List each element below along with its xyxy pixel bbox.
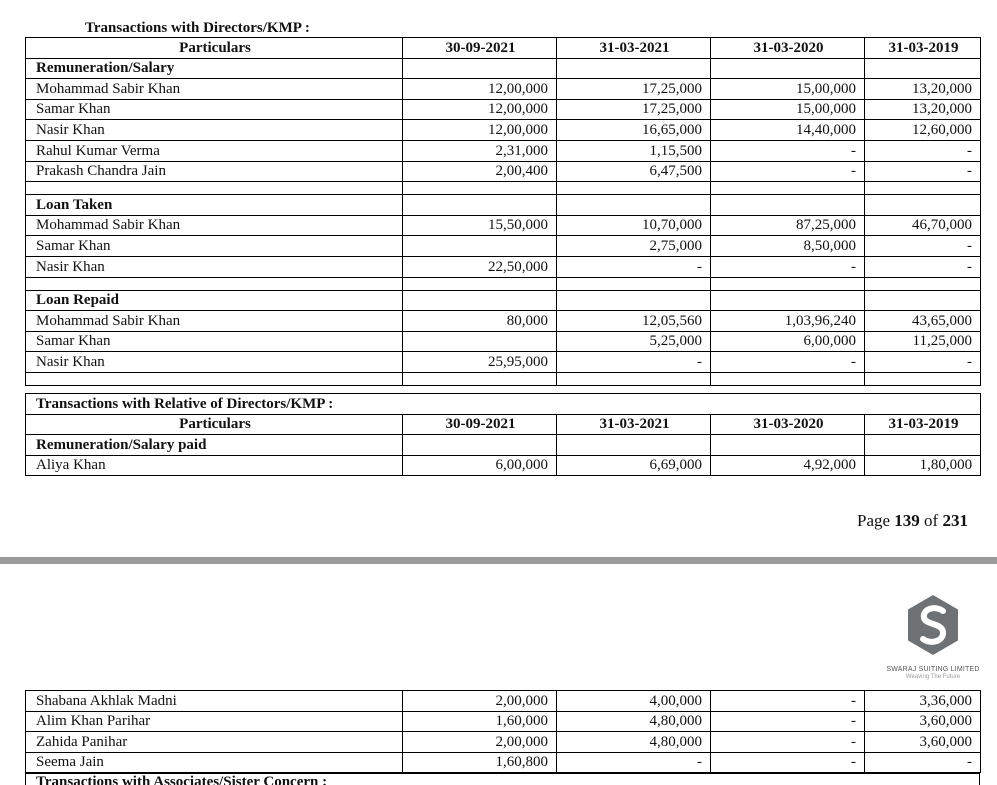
amount-cell: 11,25,000 (865, 331, 981, 352)
amount-cell: 2,75,000 (557, 236, 711, 257)
empty-cell (557, 58, 711, 79)
spacer-row (26, 277, 981, 290)
amount-cell: - (711, 140, 865, 161)
column-header-date: 30-09-2021 (403, 414, 557, 435)
empty-cell (865, 277, 981, 290)
amount-cell: 3,60,000 (865, 732, 981, 753)
table-row (26, 256, 981, 277)
empty-cell (557, 290, 711, 311)
empty-cell (403, 277, 557, 290)
amount-cell: 22,50,000 (403, 256, 557, 277)
amount-cell: 2,00,000 (403, 732, 557, 753)
amount-cell (403, 331, 557, 352)
group-heading: Loan Taken (26, 195, 403, 216)
amount-cell: 1,03,96,240 (711, 311, 865, 332)
amount-cell: - (865, 236, 981, 257)
amount-cell: - (711, 711, 865, 732)
column-header-particulars: Particulars (26, 38, 403, 59)
amount-cell: 43,65,000 (865, 311, 981, 332)
amount-cell: 12,60,000 (865, 120, 981, 141)
empty-cell (26, 372, 403, 385)
empty-cell (557, 372, 711, 385)
person-name: Nasir Khan (26, 120, 403, 141)
amount-cell: 10,70,000 (557, 215, 711, 236)
amount-cell: 17,25,000 (557, 79, 711, 100)
empty-cell (865, 372, 981, 385)
amount-cell: 1,60,800 (403, 752, 557, 773)
person-name: Alim Khan Parihar (26, 711, 403, 732)
table-row (26, 331, 981, 352)
amount-cell: 6,69,000 (557, 455, 711, 476)
column-header-date: 31-03-2021 (557, 38, 711, 59)
group-heading: Remuneration/Salary paid (26, 435, 403, 456)
amount-cell: 13,20,000 (865, 99, 981, 120)
table-row (26, 120, 981, 141)
amount-cell: 2,00,400 (403, 161, 557, 182)
amount-cell: 13,20,000 (865, 79, 981, 100)
amount-cell: 15,00,000 (711, 99, 865, 120)
person-name: Aliya Khan (26, 455, 403, 476)
amount-cell: 12,00,000 (403, 79, 557, 100)
group-heading: Loan Repaid (26, 290, 403, 311)
empty-cell (403, 372, 557, 385)
amount-cell: - (557, 256, 711, 277)
table-row (26, 140, 981, 161)
amount-cell: 12,00,000 (403, 99, 557, 120)
amount-cell: 4,80,000 (557, 732, 711, 753)
amount-cell: 2,31,000 (403, 140, 557, 161)
table-header-row (26, 414, 981, 435)
empty-cell (711, 58, 865, 79)
amount-cell: 80,000 (403, 311, 557, 332)
empty-cell (865, 58, 981, 79)
section2-title: Transactions with Relative of Directors/KMP : (26, 394, 981, 415)
table-row (26, 236, 981, 257)
empty-cell (26, 182, 403, 195)
amount-cell: - (711, 256, 865, 277)
person-name: Mohammad Sabir Khan (26, 215, 403, 236)
empty-cell (865, 290, 981, 311)
amount-cell: 4,92,000 (711, 455, 865, 476)
amount-cell: 3,36,000 (865, 691, 981, 712)
amount-cell: - (557, 352, 711, 373)
person-name: Seema Jain (26, 752, 403, 773)
column-header-date: 31-03-2021 (557, 414, 711, 435)
table-row (26, 691, 981, 712)
empty-cell (711, 277, 865, 290)
column-header-date: 31-03-2020 (711, 414, 865, 435)
amount-cell: - (865, 752, 981, 773)
swaraj-logo-icon (905, 593, 961, 657)
empty-cell (557, 435, 711, 456)
empty-cell (711, 372, 865, 385)
directors-transactions-table (25, 37, 981, 386)
amount-cell: 12,05,560 (557, 311, 711, 332)
empty-cell (26, 277, 403, 290)
amount-cell: 5,25,000 (557, 331, 711, 352)
empty-cell (865, 435, 981, 456)
amount-cell: - (711, 732, 865, 753)
amount-cell: - (865, 161, 981, 182)
empty-cell (711, 195, 865, 216)
column-header-particulars: Particulars (26, 414, 403, 435)
table-row (26, 732, 981, 753)
table-row (26, 311, 981, 332)
spacer-row (26, 182, 981, 195)
amount-cell: 6,47,500 (557, 161, 711, 182)
amount-cell: 4,80,000 (557, 711, 711, 732)
amount-cell: - (711, 352, 865, 373)
column-header-date: 31-03-2020 (711, 38, 865, 59)
table-header-row (26, 38, 981, 59)
amount-cell: 12,00,000 (403, 120, 557, 141)
empty-cell (403, 435, 557, 456)
table-row (26, 99, 981, 120)
amount-cell: 16,65,000 (557, 120, 711, 141)
person-name: Samar Khan (26, 331, 403, 352)
amount-cell: 1,80,000 (865, 455, 981, 476)
empty-cell (403, 58, 557, 79)
page-number: Page 139 of 231 (857, 511, 968, 530)
empty-cell (557, 195, 711, 216)
table-row (26, 711, 981, 732)
table-row (26, 752, 981, 773)
column-header-date: 31-03-2019 (865, 38, 981, 59)
person-name: Samar Khan (26, 236, 403, 257)
amount-cell: 14,40,000 (711, 120, 865, 141)
amount-cell: 3,60,000 (865, 711, 981, 732)
amount-cell: 25,95,000 (403, 352, 557, 373)
section1-title: Transactions with Directors/KMP : (85, 20, 310, 36)
amount-cell: 4,00,000 (557, 691, 711, 712)
person-name: Nasir Khan (26, 352, 403, 373)
amount-cell: 8,50,000 (711, 236, 865, 257)
empty-cell (711, 290, 865, 311)
company-logo (880, 593, 986, 680)
relatives-continued-table (25, 690, 981, 773)
logo-tagline: Weaving The Future (905, 674, 961, 680)
person-name: Shabana Akhlak Madni (26, 691, 403, 712)
group-heading: Remuneration/Salary (26, 58, 403, 79)
empty-cell (403, 195, 557, 216)
empty-cell (557, 277, 711, 290)
column-header-date: 30-09-2021 (403, 38, 557, 59)
amount-cell: 87,25,000 (711, 215, 865, 236)
amount-cell: 2,00,000 (403, 691, 557, 712)
empty-cell (865, 182, 981, 195)
amount-cell: 46,70,000 (865, 215, 981, 236)
amount-cell: - (711, 752, 865, 773)
amount-cell: - (865, 256, 981, 277)
table-row (26, 79, 981, 100)
logo-company-name: SWARAJ SUITING LIMITED (886, 666, 980, 673)
group-heading-row (26, 58, 981, 79)
group-heading-row (26, 290, 981, 311)
amount-cell: - (865, 352, 981, 373)
amount-cell: - (865, 140, 981, 161)
person-name: Mohammad Sabir Khan (26, 311, 403, 332)
spacer-row (26, 372, 981, 385)
column-header-date: 31-03-2019 (865, 414, 981, 435)
amount-cell: 1,15,500 (557, 140, 711, 161)
person-name: Samar Khan (26, 99, 403, 120)
amount-cell: 6,00,000 (403, 455, 557, 476)
relatives-transactions-table (25, 393, 981, 476)
person-name: Nasir Khan (26, 256, 403, 277)
section3-title-cut: Transactions with Associates/Sister Concern : (25, 773, 980, 785)
table-row (26, 352, 981, 373)
table-row (26, 161, 981, 182)
amount-cell: 6,00,000 (711, 331, 865, 352)
amount-cell: - (711, 161, 865, 182)
amount-cell: 15,50,000 (403, 215, 557, 236)
table-row (26, 215, 981, 236)
person-name: Mohammad Sabir Khan (26, 79, 403, 100)
amount-cell: - (711, 691, 865, 712)
amount-cell: - (557, 752, 711, 773)
empty-cell (557, 182, 711, 195)
person-name: Zahida Panihar (26, 732, 403, 753)
empty-cell (403, 290, 557, 311)
amount-cell: 1,60,000 (403, 711, 557, 732)
amount-cell: 15,00,000 (711, 79, 865, 100)
person-name: Rahul Kumar Verma (26, 140, 403, 161)
empty-cell (865, 195, 981, 216)
amount-cell (403, 236, 557, 257)
group-heading-row (26, 435, 981, 456)
empty-cell (711, 435, 865, 456)
empty-cell (403, 182, 557, 195)
table-row (26, 455, 981, 476)
amount-cell: 17,25,000 (557, 99, 711, 120)
group-heading-row (26, 195, 981, 216)
person-name: Prakash Chandra Jain (26, 161, 403, 182)
empty-cell (711, 182, 865, 195)
page-separator (0, 557, 997, 564)
